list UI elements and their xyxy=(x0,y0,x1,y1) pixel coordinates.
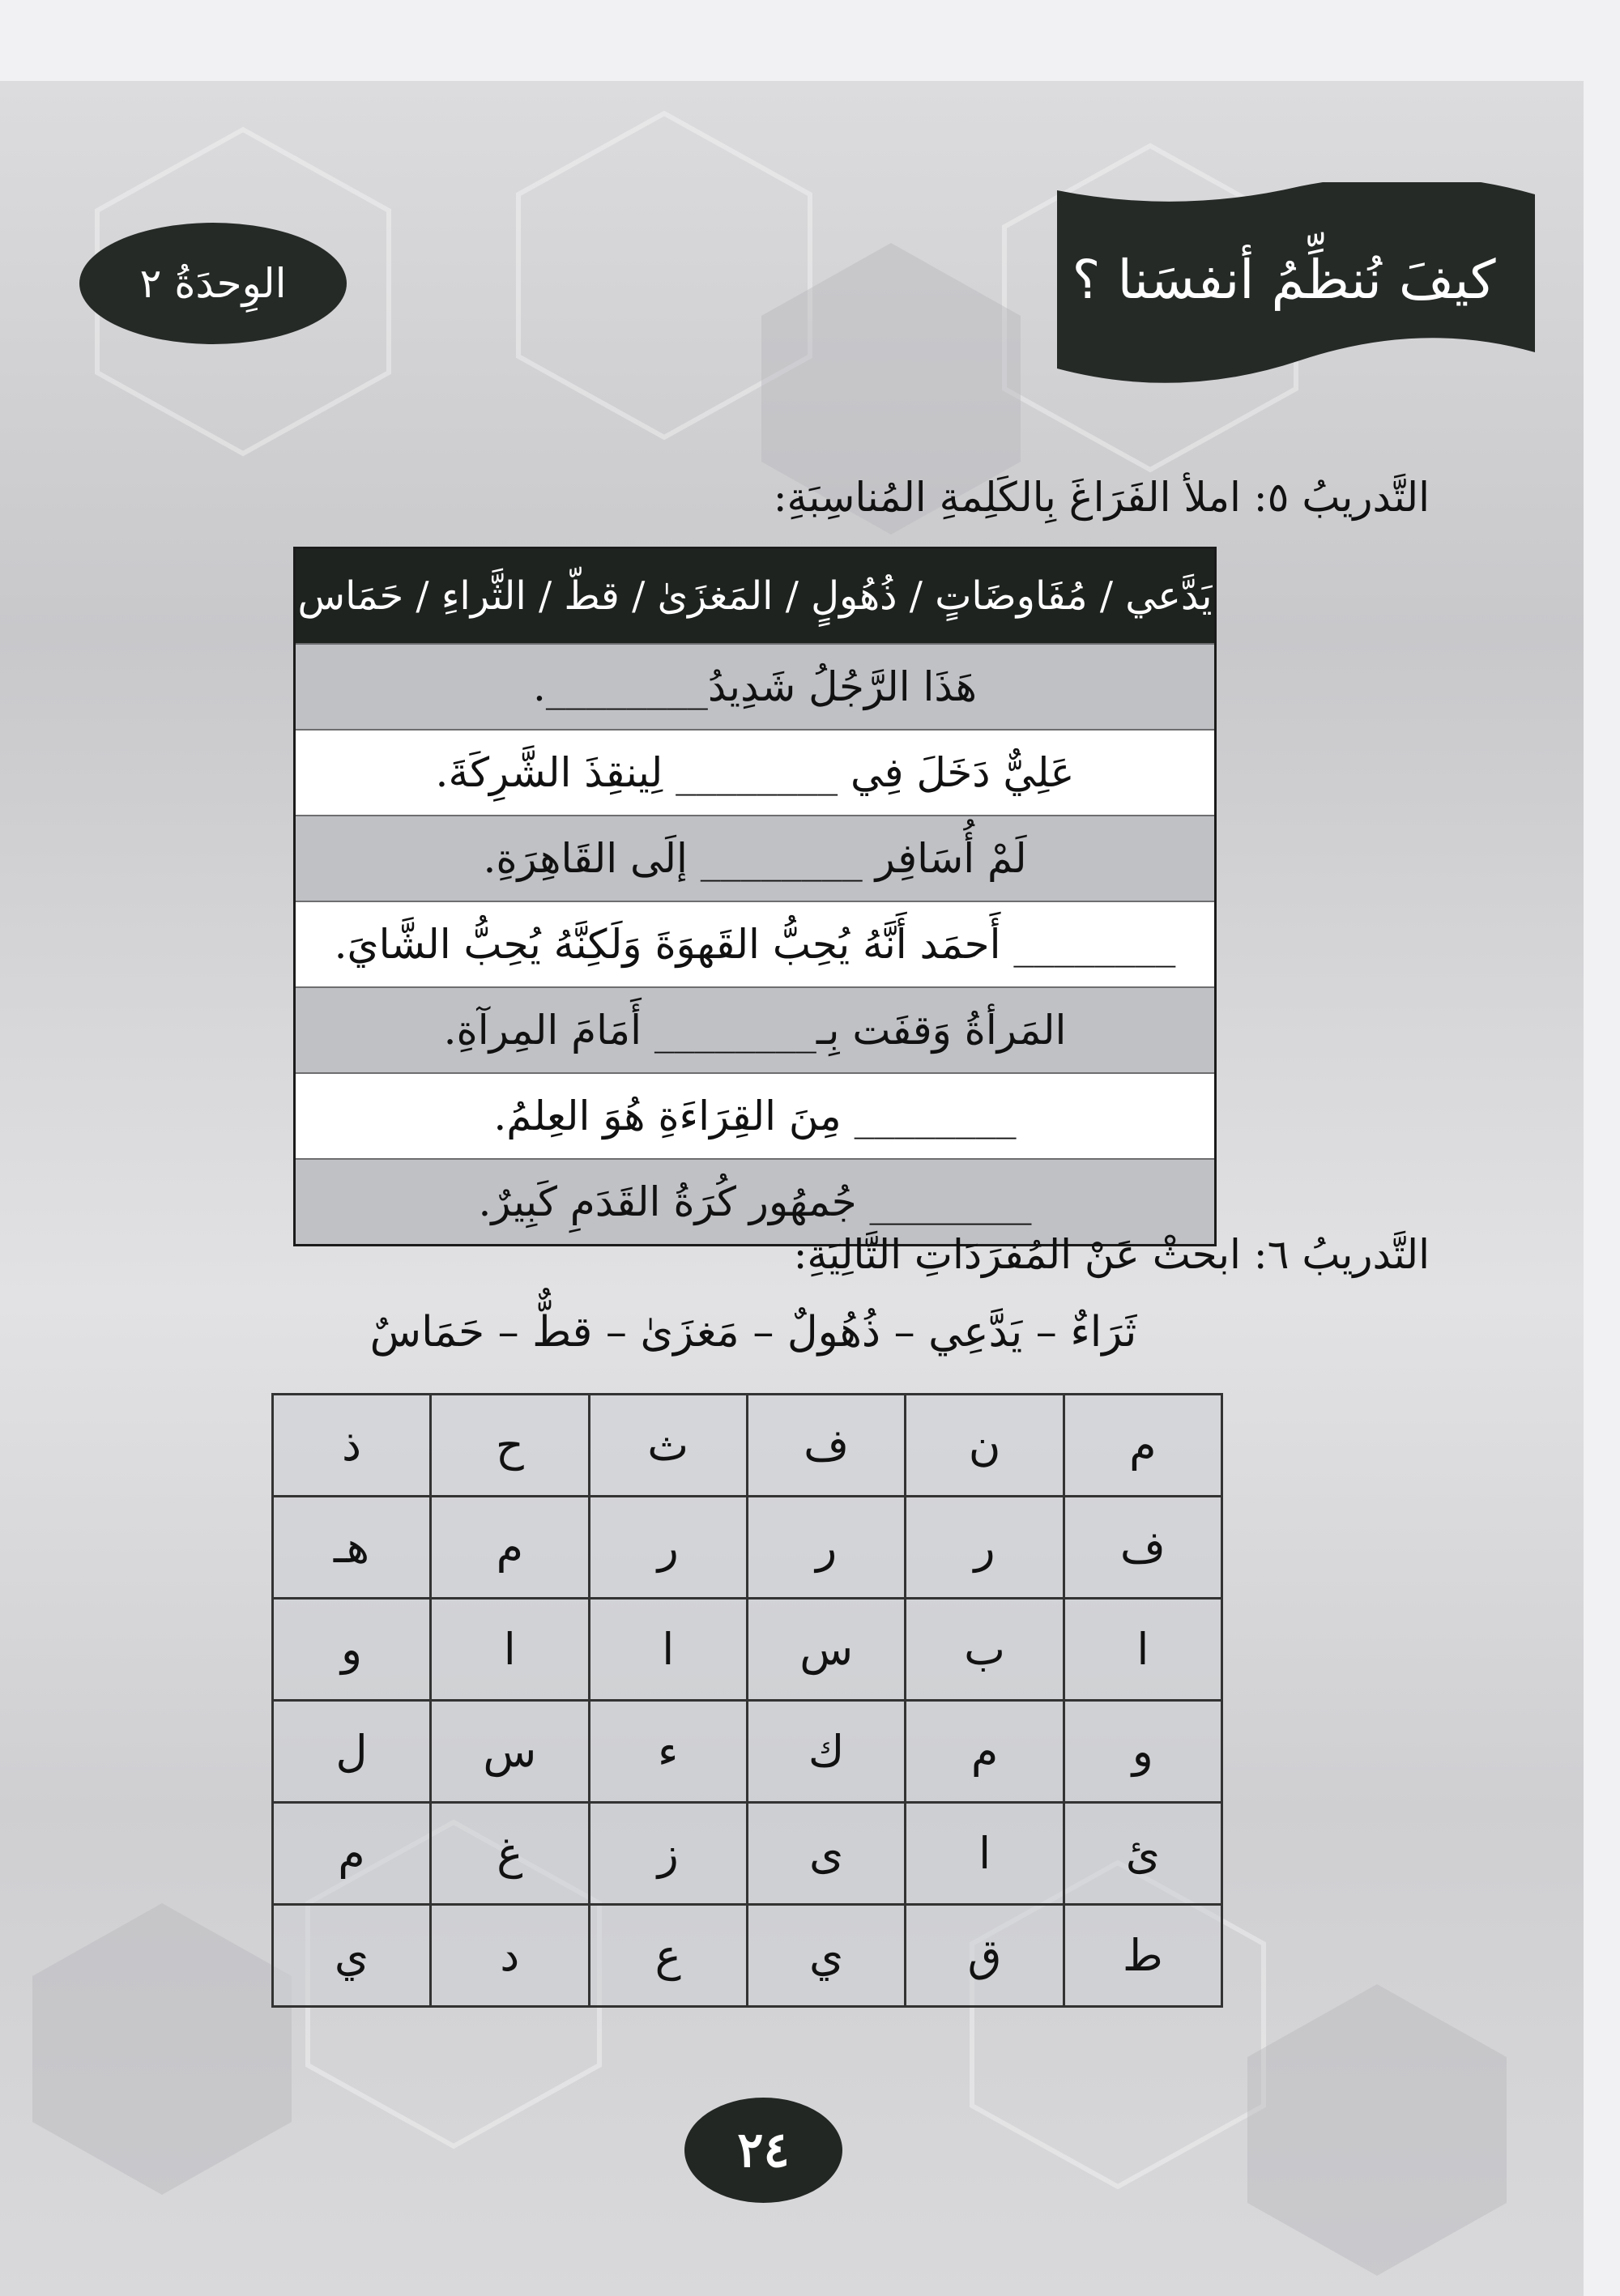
grid-cell: ط xyxy=(1064,1905,1221,2007)
grid-cell: ق xyxy=(906,1905,1064,2007)
grid-row xyxy=(273,1395,1222,1497)
grid-cell: ر xyxy=(589,1497,747,1599)
grid-row xyxy=(273,1905,1222,2007)
exercise-6-title: التَّدريبُ ٦: ابحثْ عَنْ المُفرَدَاتِ التَّالِيَةِ: xyxy=(793,1231,1430,1278)
unit-badge-label: الوِحدَةُ ٢ xyxy=(139,260,287,307)
grid-cell: ك xyxy=(747,1701,906,1803)
sentence-row: عَلِيٌّ دَخَلَ فِي ________ لِينقِذَ الشَّرِكَةَ. xyxy=(296,729,1214,815)
grid-cell: ر xyxy=(906,1497,1064,1599)
sentence-row: ________ أَحمَد أَنَّهُ يُحِبُّ القَهوَةَ وَلَكِنَّهُ يُحِبُّ الشَّايَ. xyxy=(296,901,1214,986)
grid-cell: ع xyxy=(589,1905,747,2007)
grid-cell: ز xyxy=(589,1803,747,1905)
grid-cell: س xyxy=(430,1701,589,1803)
grid-cell: د xyxy=(430,1905,589,2007)
grid-row xyxy=(273,1599,1222,1701)
grid-cell: م xyxy=(430,1497,589,1599)
page-number-badge xyxy=(684,2098,842,2203)
grid-cell: م xyxy=(273,1803,431,1905)
grid-cell: و xyxy=(273,1599,431,1701)
grid-cell: ئ xyxy=(1064,1803,1221,1905)
grid-cell: ح xyxy=(430,1395,589,1497)
grid-cell: س xyxy=(747,1599,906,1701)
grid-cell: ي xyxy=(747,1905,906,2007)
word-bank: يَدَّعي / مُفَاوضَاتٍ / ذُهُولٍ / المَغزَىٰ / قطّ / الثَّراءِ / حَمَاس xyxy=(296,549,1214,643)
grid-cell: ى xyxy=(747,1803,906,1905)
grid-cell: ا xyxy=(430,1599,589,1701)
grid-cell: ا xyxy=(906,1803,1064,1905)
unit-badge xyxy=(79,223,347,344)
sentence-row: المَرأةُ وَقفَت بِـ________ أَمَامَ المِرآةِ. xyxy=(296,986,1214,1072)
sentence-row: ________ جُمهُور كُرَةُ القَدَمِ كَبِيرٌ. xyxy=(296,1158,1214,1244)
grid-cell: ف xyxy=(1064,1497,1221,1599)
grid-row xyxy=(273,1701,1222,1803)
grid-cell: ف xyxy=(747,1395,906,1497)
word-search-list: ثَرَاءٌ – يَدَّعِي – ذُهُولٌ – مَغزَىٰ – قطٌّ – حَمَاسٌ xyxy=(369,1308,1137,1357)
grid-cell: ء xyxy=(589,1701,747,1803)
sentence-row: ________ مِنَ القِرَاءَةِ هُوَ العِلمُ. xyxy=(296,1072,1214,1158)
grid-cell: ا xyxy=(589,1599,747,1701)
grid-cell: ذ xyxy=(273,1395,431,1497)
sentence-row: لَمْ أُسَافِر ________ إلَى القَاهِرَةِ. xyxy=(296,815,1214,901)
sentence-row: هَذَا الرَّجُلُ شَدِيدُ________. xyxy=(296,643,1214,729)
page-number: ٢٤ xyxy=(737,2122,790,2179)
page-title: كيفَ نُنظِّمُ أنفسَنا ؟ xyxy=(1072,248,1496,311)
word-search-grid xyxy=(271,1393,1223,2008)
fill-in-the-blank-table xyxy=(293,547,1217,1246)
grid-cell: ي xyxy=(273,1905,431,2007)
exercise-5-title: التَّدريبُ ٥: املأ الفَرَاغَ بِالكَلِمةِ المُناسِبَةِ: xyxy=(773,474,1430,521)
grid-cell: و xyxy=(1064,1701,1221,1803)
grid-cell: ر xyxy=(747,1497,906,1599)
grid-cell: ل xyxy=(273,1701,431,1803)
grid-cell: م xyxy=(906,1701,1064,1803)
grid-cell: ن xyxy=(906,1395,1064,1497)
grid-row xyxy=(273,1497,1222,1599)
grid-cell: ث xyxy=(589,1395,747,1497)
grid-cell: هـ xyxy=(273,1497,431,1599)
grid-cell: م xyxy=(1064,1395,1221,1497)
grid-cell: غ xyxy=(430,1803,589,1905)
grid-cell: ا xyxy=(1064,1599,1221,1701)
grid-cell: ب xyxy=(906,1599,1064,1701)
grid-row xyxy=(273,1803,1222,1905)
